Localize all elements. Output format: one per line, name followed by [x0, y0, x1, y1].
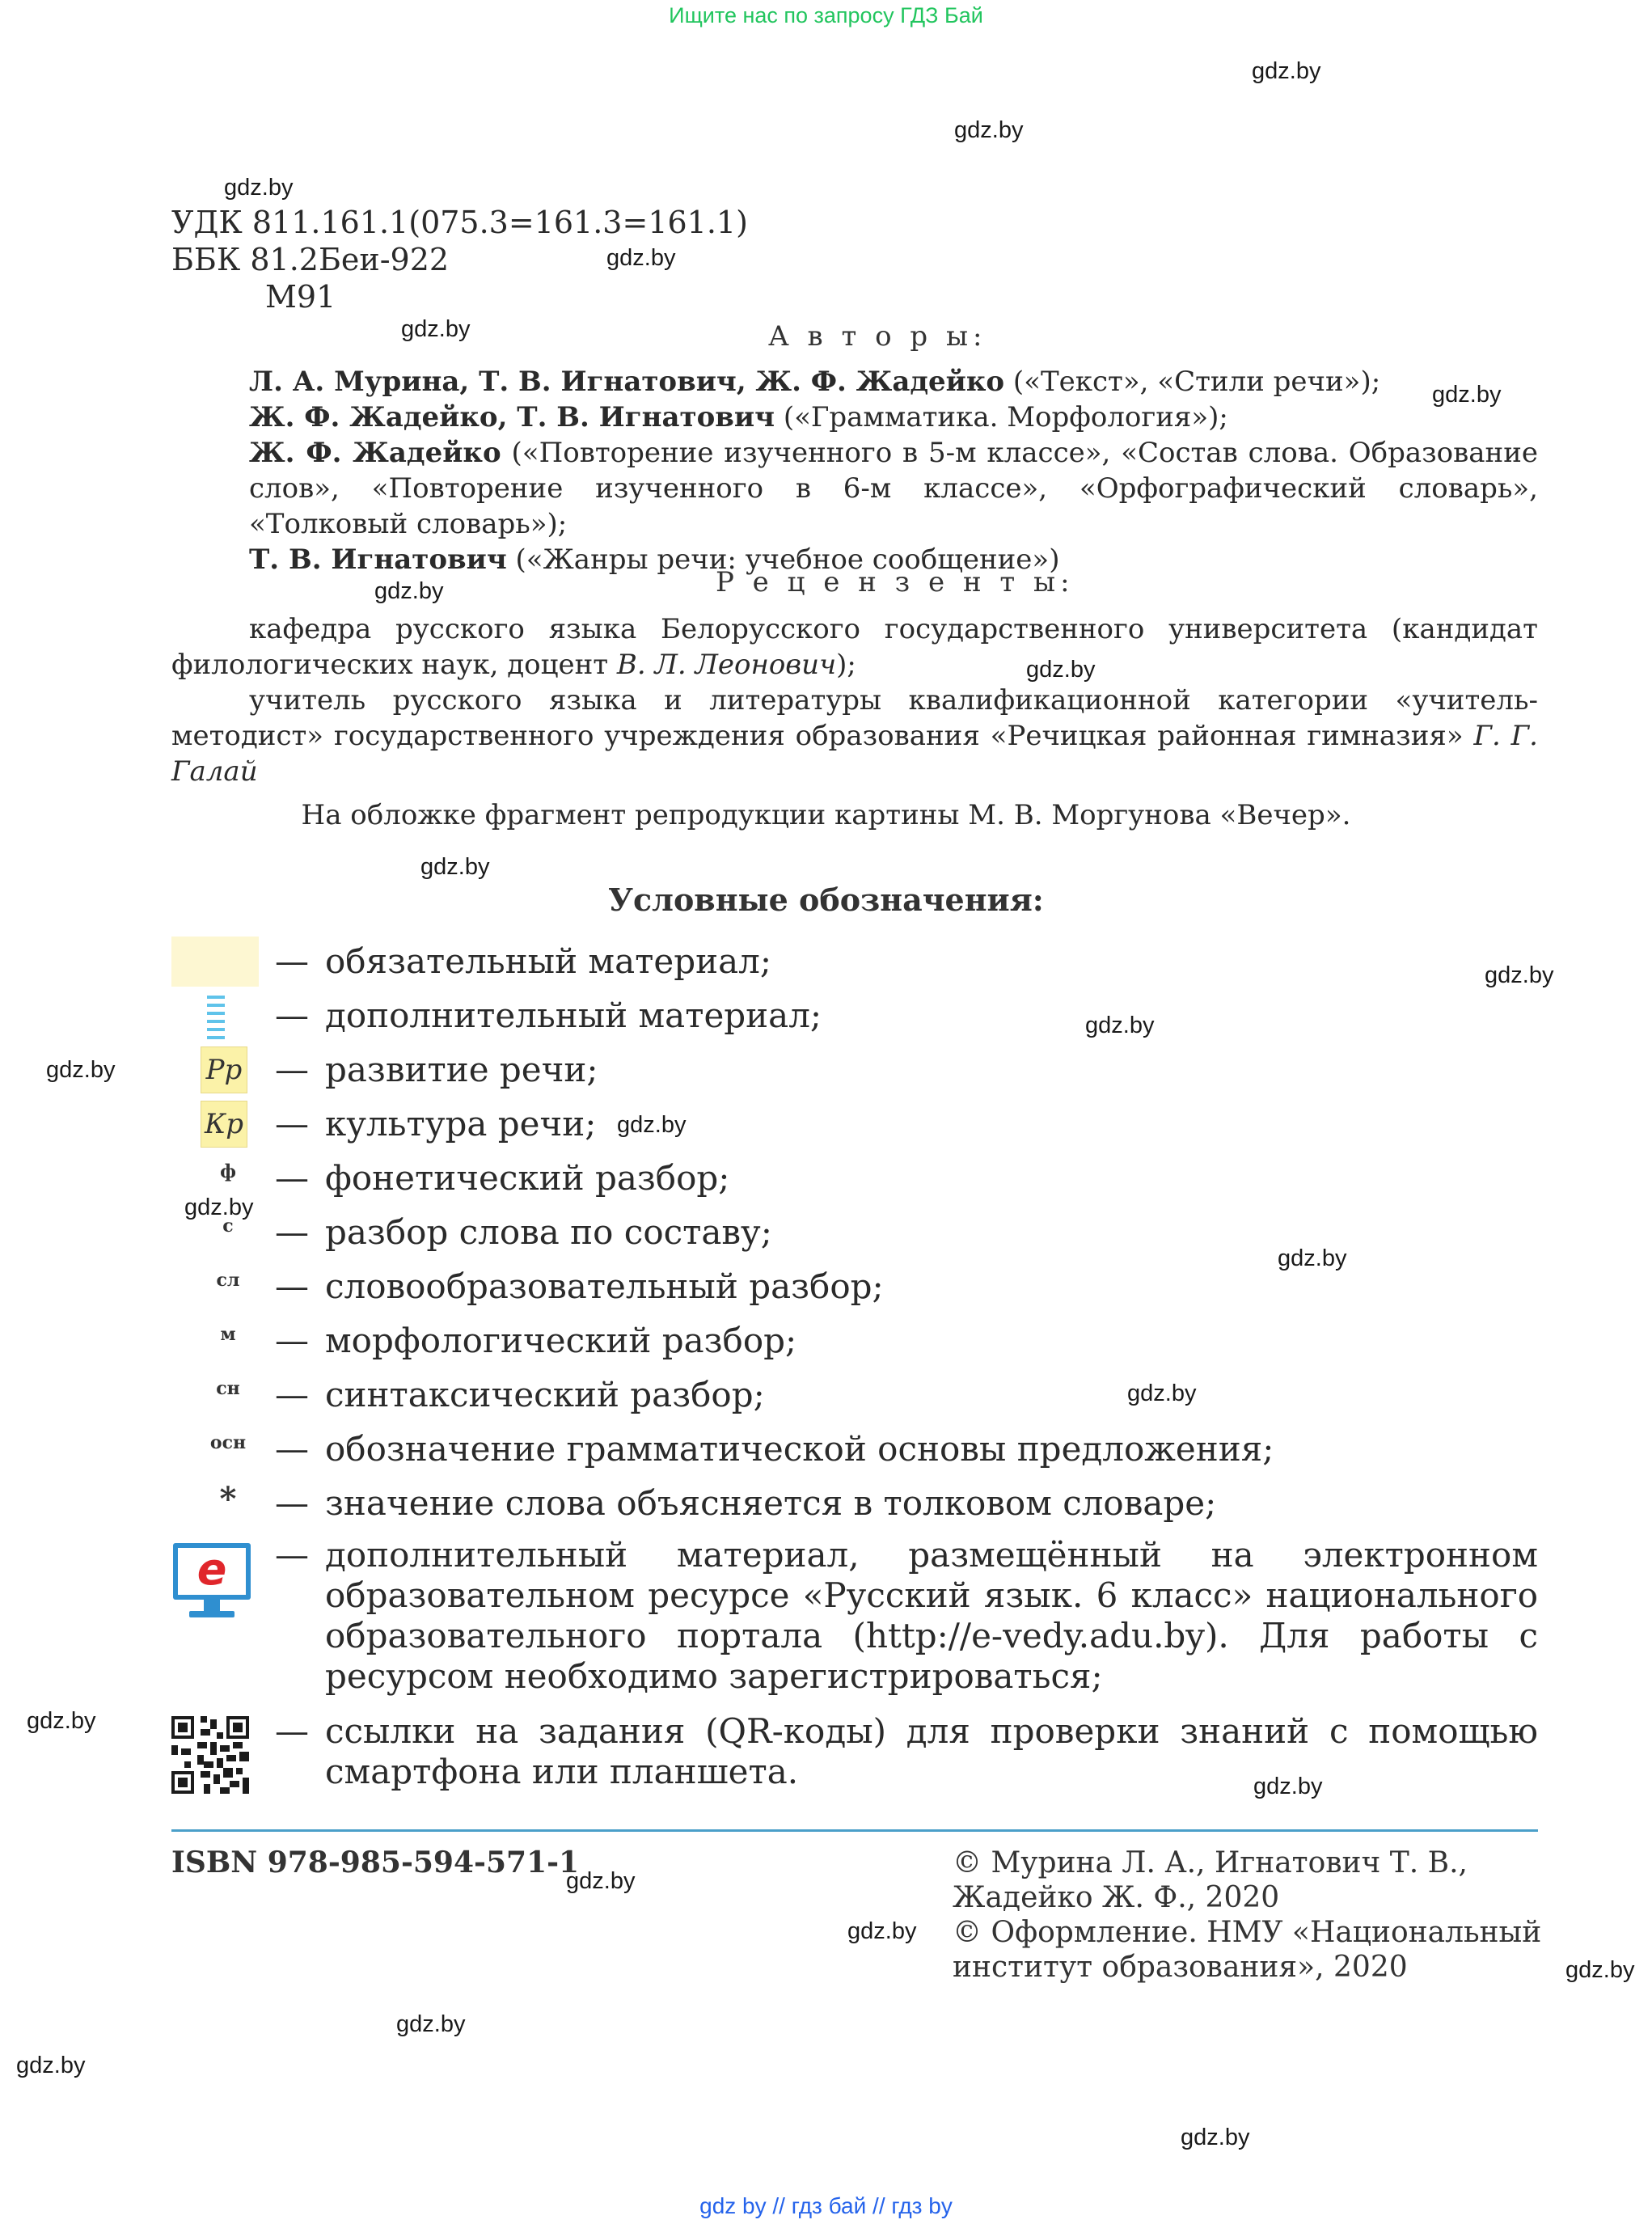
legend-dash: — — [275, 1104, 309, 1144]
speech-culture-icon — [171, 1099, 260, 1149]
reviewers-list — [171, 611, 1538, 789]
watermark: gdz.by — [224, 175, 294, 201]
legend-dash: — — [275, 1321, 309, 1360]
footer-links[interactable]: gdz by // гдз бай // гдз by — [699, 2193, 953, 2218]
legend-row-speech-culture — [171, 1099, 1538, 1149]
watermark: gdz.by — [1485, 962, 1554, 988]
watermark: gdz.by — [1565, 1957, 1635, 1983]
author-sections: («Жанры речи: учебное сообщение») — [506, 543, 1060, 576]
legend-text: синтаксический разбор; — [325, 1375, 765, 1414]
watermark: gdz.by — [566, 1868, 636, 1894]
isbn: ISBN 978-985-594-571-1 — [171, 1846, 580, 1879]
legend-text: дополнительный материал; — [325, 996, 822, 1035]
legend-title: Условные обозначения: — [608, 882, 1044, 918]
word-formation-abbr: сл — [216, 1270, 240, 1291]
cover-note: На обложке фрагмент репродукции картины М. В. Моргунова «Вечер». — [301, 799, 1351, 831]
watermark: gdz.by — [184, 1194, 254, 1220]
authors-heading: А в т о р ы: — [768, 320, 987, 353]
udk-code: УДК 811.161.1(075.3=161.3=161.1) — [171, 205, 748, 240]
legend-row-mandatory — [171, 937, 1538, 987]
watermark: gdz.by — [847, 1918, 917, 1944]
watermark: gdz.by — [16, 2053, 86, 2078]
syntactic-abbr: сн — [216, 1378, 240, 1399]
classification-block — [171, 204, 748, 315]
legend-text: обязательный материал; — [325, 941, 771, 981]
reviewer-1-name: В. Л. Леонович — [616, 649, 837, 681]
watermark: gdz.by — [396, 2011, 466, 2037]
legend-text: фонетический разбор; — [325, 1158, 730, 1198]
watermark: gdz.by — [606, 245, 676, 271]
watermark: gdz.by — [401, 316, 471, 342]
reviewers-heading: Р е ц е н з е н т ы: — [716, 566, 1075, 598]
legend-row-word-formation — [171, 1262, 1538, 1312]
basis-abbr: осн — [209, 1432, 247, 1453]
legend-dash: — — [275, 941, 309, 981]
legend-row-extra — [171, 991, 1538, 1041]
divider-rule — [171, 1829, 1538, 1832]
legend-text: ссылки на задания (QR-коды) для проверки знаний с помощью смартфона или планшета. — [325, 1711, 1538, 1791]
legend-row-e-resource — [171, 1535, 1538, 1705]
author-names: Л. А. Мурина, Т. В. Игнатович, Ж. Ф. Жадейко — [249, 366, 1005, 398]
legend-row-basis — [171, 1424, 1538, 1474]
reviewer-1: кафедра русского языка Белорусского государственного университета (кандидат филологических наук, доцент — [171, 613, 1538, 681]
legend-row-qr — [171, 1711, 1538, 1800]
legend-dash: — — [275, 1158, 309, 1198]
bbk-code: ББК 81.2Беи-922 — [171, 242, 450, 277]
watermark: gdz.by — [1253, 1774, 1323, 1799]
author-names: Т. В. Игнатович — [249, 543, 507, 576]
legend-text: разбор слова по составу; — [325, 1212, 772, 1252]
author-mark: М91 — [265, 279, 336, 315]
legend-dash: — — [275, 1483, 309, 1523]
legend-row-composition — [171, 1207, 1538, 1258]
e-letter: e — [196, 1544, 227, 1595]
extra-lines-icon — [171, 991, 260, 1041]
legend-text: словообразовательный разбор; — [325, 1266, 884, 1306]
morphological-abbr: м — [220, 1324, 236, 1345]
watermark: gdz.by — [420, 854, 490, 880]
copyright-block — [953, 1846, 1543, 1985]
legend-row-morphological — [171, 1316, 1538, 1366]
speech-development-icon — [171, 1045, 260, 1095]
author-sections: («Повторение изученного в 5-м классе», «Состав слова. Образование слов», «Повторение изученного в 6-м классе», «Орфографический словарь», «Толковый словарь»); — [249, 437, 1538, 540]
legend-dash: — — [275, 1375, 309, 1414]
reviewer-1-end: ); — [836, 649, 856, 681]
legend-text: дополнительный материал, размещённый на электронном образовательном ресурсе «Русский язык. 6 класс» национального образовательного портала (http://e-vedy.adu.by). Для работы с ресурсом необходимо зарегистрироваться; — [325, 1535, 1538, 1696]
watermark: gdz.by — [1085, 1013, 1155, 1038]
authors-list — [171, 364, 1538, 577]
author-sections: («Грамматика. Морфология»); — [775, 401, 1228, 433]
reviewer-2-name: Г. Г. Галай — [171, 720, 1538, 788]
legend-dash: — — [275, 1711, 309, 1751]
badge-text: Кр — [201, 1101, 247, 1148]
copyright-authors: © Мурина Л. А., Игнатович Т. В., Жадейко Ж. Ф., 2020 — [953, 1846, 1468, 1914]
legend-dash: — — [275, 1429, 309, 1469]
phonetic-abbr: ф — [220, 1161, 236, 1182]
legend-row-speech-dev — [171, 1045, 1538, 1095]
legend-text: развитие речи; — [325, 1050, 598, 1089]
legend-dash: — — [275, 996, 309, 1035]
legend-dash: — — [275, 1535, 309, 1575]
watermark: gdz.by — [1278, 1245, 1347, 1271]
copyright-design: © Оформление. НМУ «Национальный институт образования», 2020 — [953, 1916, 1542, 1984]
author-sections: («Текст», «Стили речи»); — [1004, 366, 1381, 398]
legend-dash: — — [275, 1050, 309, 1089]
legend-text: морфологический разбор; — [325, 1321, 797, 1360]
watermark: gdz.by — [617, 1112, 687, 1138]
watermark: gdz.by — [46, 1057, 116, 1083]
watermark: gdz.by — [954, 117, 1024, 143]
reviewer-2: учитель русского языка и литературы квалификационной категории «учитель-методист» государственного учреждения образования «Речицкая районная гимназия» — [171, 684, 1538, 752]
author-names: Ж. Ф. Жадейко, Т. В. Игнатович — [249, 401, 775, 433]
author-names: Ж. Ф. Жадейко — [249, 437, 501, 469]
watermark: gdz.by — [1181, 2125, 1250, 2150]
watermark: gdz.by — [1026, 657, 1096, 683]
legend-text: обозначение грамматической основы предложения; — [325, 1429, 1274, 1469]
legend-dash: — — [275, 1212, 309, 1252]
legend-dash: — — [275, 1266, 309, 1306]
legend-row-syntactic — [171, 1370, 1538, 1420]
legend-row-phonetic — [171, 1153, 1538, 1203]
mandatory-swatch-icon — [171, 937, 260, 987]
asterisk-abbr: * — [219, 1480, 237, 1518]
legend-text: значение слова объясняется в толковом словаре; — [325, 1483, 1217, 1523]
badge-text: Рр — [201, 1046, 247, 1093]
qr-code-icon — [171, 1716, 260, 1794]
legend-text: культура речи; — [325, 1104, 597, 1144]
watermark: gdz.by — [1432, 382, 1502, 408]
legend-row-dictionary — [171, 1478, 1538, 1528]
watermark: gdz.by — [1252, 58, 1321, 84]
watermark: gdz.by — [374, 578, 444, 604]
watermark: gdz.by — [27, 1708, 96, 1734]
search-banner: Ищите нас по запросу ГДЗ Бай — [669, 3, 983, 27]
watermark: gdz.by — [1127, 1380, 1197, 1406]
composition-abbr: с — [222, 1216, 234, 1237]
e-resource-monitor-icon — [171, 1541, 260, 1622]
